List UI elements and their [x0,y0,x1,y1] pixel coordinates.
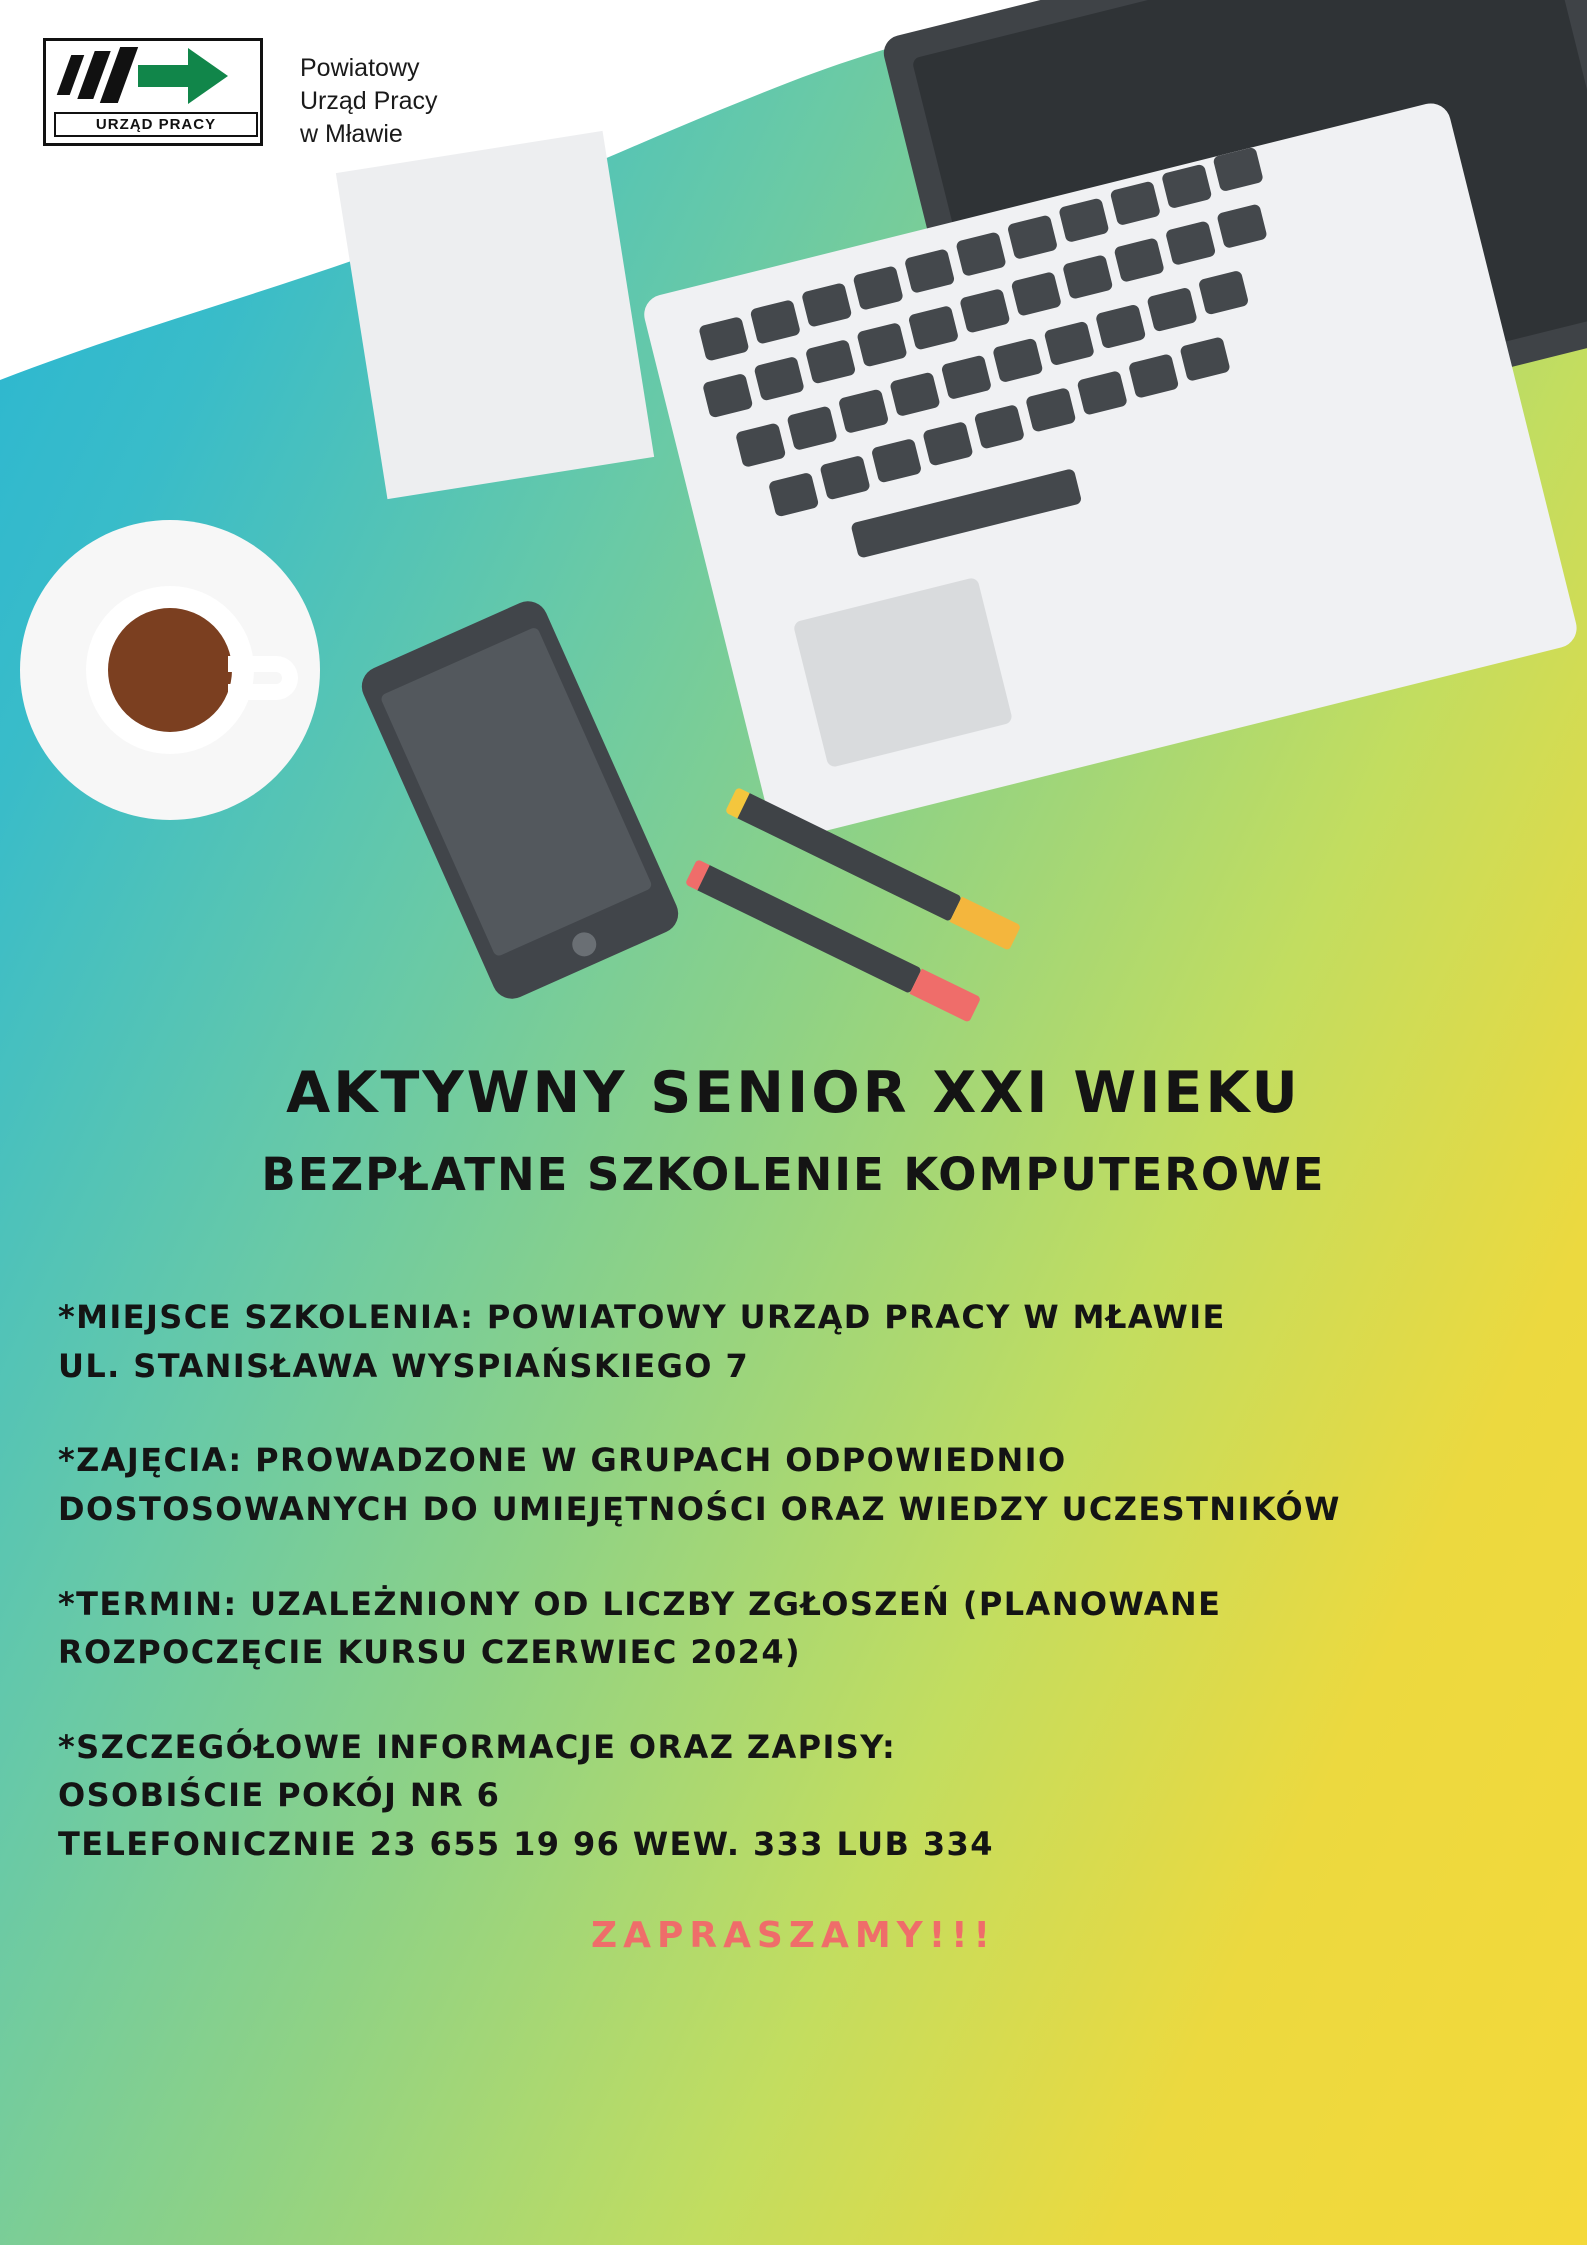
keyboard-key [904,248,955,294]
detail-line: *SZCZEGÓŁOWE INFORMACJE ORAZ ZAPISY: [58,1727,897,1766]
keyboard-key [1011,271,1062,317]
keyboard-key [955,231,1006,277]
keyboard-key [698,316,749,362]
detail-line: *MIEJSCE SZKOLENIA: POWIATOWY URZĄD PRACY W MŁAWIE [58,1298,1226,1336]
detail-block-classes [58,1436,1529,1533]
keyboard-key [1161,164,1212,210]
detail-line: OSOBIŚCIE POKÓJ NR 6 [58,1776,501,1815]
keyboard-key [1179,336,1230,382]
detail-line: DOSTOSOWANYCH DO UMIEJĘTNOŚCI ORAZ WIEDZY UCZESTNIKÓW [58,1489,1341,1528]
smartphone-icon [355,595,684,1005]
keyboard-key [941,355,992,401]
keyboard-key [1077,370,1128,416]
keyboard-key [1062,254,1113,300]
keyboard-key [702,373,753,419]
pencil-tip [950,897,1022,951]
detail-line-phone: TELEFONICZNIE 23 655 19 96 WEW. 333 LUB 334 [58,1825,994,1863]
keyboard-key [838,388,889,434]
keyboard-key [786,405,837,451]
keyboard-key [852,265,903,311]
keyboard-key [1044,321,1095,367]
pencil-eraser [685,859,710,890]
detail-block-location [58,1293,1529,1390]
keyboard-key [1198,270,1249,316]
detail-line: *TERMIN: UZALEŻNIONY OD LICZBY ZGŁOSZEŃ (PLANOWANE [58,1584,1222,1623]
keyboard-key [805,339,856,385]
keyboard-key [1128,353,1179,399]
keyboard-key [819,455,870,501]
keyboard-key [908,305,959,351]
keyboard-key [753,356,804,402]
keyboard-key [871,438,922,484]
keyboard-key [974,404,1025,450]
detail-block-contact [58,1723,1529,1869]
keyboard-key [1113,237,1164,283]
keyboard-key [1165,220,1216,266]
page-subtitle: BEZPŁATNE SZKOLENIE KOMPUTEROWE [261,1148,1326,1201]
page-title: AKTYWNY SENIOR XXI WIEKU [286,1060,1301,1126]
desk-illustration [0,0,1587,1060]
coffee-cup-handle [228,656,298,700]
office-name-line-2: Urząd Pracy [300,87,438,115]
keyboard-key [1216,203,1267,249]
keyboard-key [1025,387,1076,433]
logo-caption: URZĄD PRACY [54,112,258,137]
keyboard-key [801,282,852,328]
keyboard-key [1007,214,1058,260]
keyboard-key [856,322,907,368]
coffee-saucer-icon [20,520,320,820]
coffee-liquid [108,608,232,732]
pencil-tip [910,969,982,1023]
keyboard-key [1095,304,1146,350]
smartphone-home-button [568,928,600,960]
office-name-line-1: Powiatowy [300,54,420,82]
detail-block-term [58,1580,1529,1677]
paper-sheet-icon [336,131,654,499]
smartphone-screen [380,626,653,957]
detail-line: *ZAJĘCIA: PROWADZONE W GRUPACH ODPOWIEDNIO [58,1441,1067,1480]
detail-line: UL. STANISŁAWA WYSPIAŃSKIEGO 7 [58,1346,750,1385]
keyboard-key [735,422,786,468]
keyboard-key [959,288,1010,334]
pencil-eraser [725,787,750,818]
detail-line: ROZPOCZĘCIE KURSU CZERWIEC 2024) [58,1633,802,1672]
keyboard-key [1110,181,1161,227]
keyboard-key [889,371,940,417]
keyboard-key [768,472,819,518]
invitation-text: ZAPRASZAMY!!! [591,1914,996,1956]
coffee-cup-icon [86,586,254,754]
laptop-base-icon [640,99,1581,843]
details-section [58,1293,1529,1869]
keyboard-key [922,421,973,467]
keyboard-key [1058,197,1109,243]
keyboard-key [750,299,801,345]
office-name-line-3: w Mławie [300,120,403,148]
keyboard-key [992,338,1043,384]
keyboard-key [1146,287,1197,333]
poster-content [0,1060,1587,1956]
laptop-touchpad [793,577,1014,769]
